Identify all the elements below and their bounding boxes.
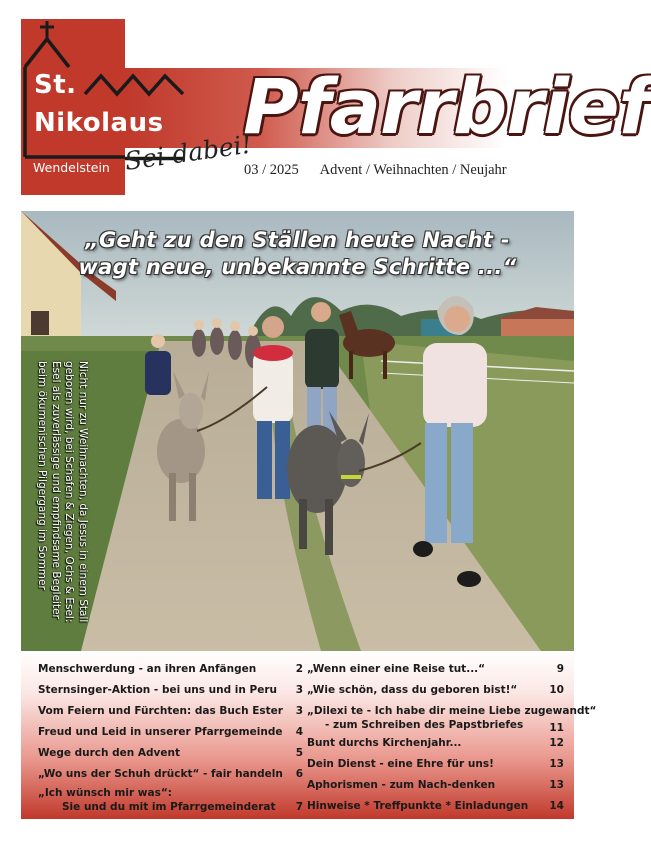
toc-entry-title: „Wo uns der Schuh drückt“ - fair handeln xyxy=(38,768,283,780)
issue-line xyxy=(244,162,507,179)
toc-entry-title: „Wie schön, dass du geboren bist!“ xyxy=(307,684,518,696)
toc-entry-subtitle: - zum Schreiben des Papstbriefes xyxy=(325,719,524,731)
table-of-contents xyxy=(21,651,597,819)
toc-entry-page: 4 xyxy=(295,726,303,738)
toc-entry-title: Vom Feiern und Fürchten: das Buch Ester xyxy=(38,705,283,717)
logo-place-name: Wendelstein xyxy=(33,160,110,175)
cover-photo xyxy=(21,211,574,651)
toc-entry-title: Wege durch den Advent xyxy=(38,747,181,759)
toc-entry-title: Freud und Leid in unserer Pfarrgemeinde xyxy=(38,726,283,738)
toc-entry-page: 9 xyxy=(556,663,564,675)
toc-entry-title: Aphorismen - zum Nach-denken xyxy=(307,779,496,791)
logo-line-nikolaus: Nikolaus xyxy=(34,108,164,138)
toc-entry-page: 2 xyxy=(295,663,303,675)
toc-entry-page: 7 xyxy=(295,801,303,813)
photo-caption: Nicht nur zu Weihnachten, da Jesus in einem Stall geboren wird, bei Schafen & Ziegen, Ochs & Esel: Esel als zuverlässige und empfindsame Begleiter beim ökumenischen Pilgergang im Sommer xyxy=(36,361,89,623)
slogan: Sei dabei! xyxy=(122,129,254,176)
cover-quote xyxy=(21,227,574,281)
toc-entry-title: „Wenn einer eine Reise tut...“ xyxy=(307,663,486,675)
toc-entry-page: 3 xyxy=(295,705,303,717)
toc-entry-title: Bunt durchs Kirchenjahr... xyxy=(307,737,462,749)
photo-caption-box xyxy=(36,361,89,643)
toc-entry-page: 14 xyxy=(549,800,564,812)
toc-entry-page: 13 xyxy=(549,779,564,791)
toc-entry-page: 13 xyxy=(549,758,564,770)
newsletter-title: Pfarrbrief xyxy=(243,62,651,151)
toc-entry-page: 11 xyxy=(549,722,564,734)
issue-number: 03 / 2025 xyxy=(244,162,299,178)
toc-entry-page: 6 xyxy=(295,768,303,780)
toc-entry-page: 5 xyxy=(295,747,303,759)
toc-entry-page: 12 xyxy=(549,737,564,749)
issue-theme: Advent / Weihnachten / Neujahr xyxy=(319,162,507,178)
roof-zigzag-icon xyxy=(85,66,190,100)
toc-entry-title: Hinweise * Treffpunkte * Einladungen xyxy=(307,800,529,812)
cover-quote-line-1: „Geht zu den Ställen heute Nacht - xyxy=(85,228,510,252)
toc-entry-title: Sternsinger-Aktion - bei uns und in Peru xyxy=(38,684,278,696)
toc-entry-page: 10 xyxy=(549,684,564,696)
toc-entry-page: 3 xyxy=(295,684,303,696)
logo-line-st: St. xyxy=(34,70,77,100)
toc-entry-subtitle: Sie und du mit im Pfarrgemeinderat xyxy=(62,801,276,813)
toc-entry-title: „Ich wünsch mir was“: xyxy=(38,787,172,799)
toc-entry-title: Menschwerdung - an ihren Anfängen xyxy=(38,663,257,675)
toc-entry-title: Dein Dienst - eine Ehre für uns! xyxy=(307,758,494,770)
cover-quote-line-2: wagt neue, unbekannte Schritte ...“ xyxy=(78,255,517,279)
toc-entry-title: „Dilexi te - Ich habe dir meine Liebe zugewandt“ xyxy=(307,705,597,717)
